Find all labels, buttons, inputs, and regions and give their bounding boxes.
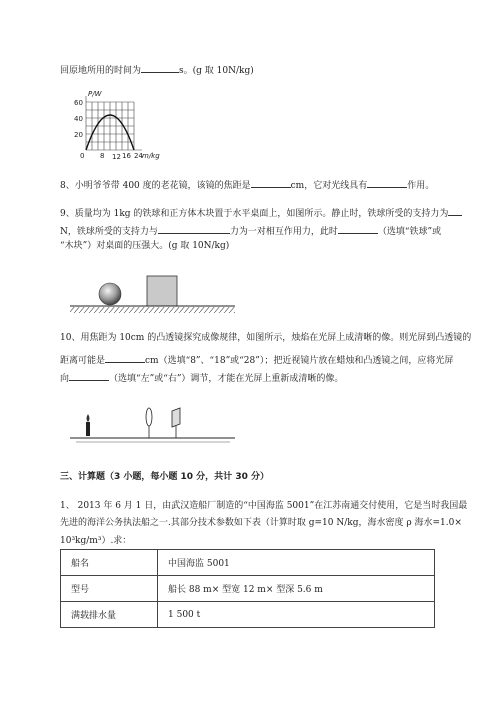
q9-text-2c: （选填“铁球”或	[377, 227, 442, 237]
calc1-line-1: 1、 2013 年 6 月 1 日，由武汉造船厂制造的“中国海监 5001”在江苏南通交付使用，它是当时我国最	[60, 501, 468, 511]
table-row	[61, 550, 435, 576]
q10-text-1: 10、用焦距为 10cm 的凸透镜探究成像规律，如图所示，烛焰在光屏上成清晰的像。则光屏到凸透镜的	[60, 333, 472, 343]
q8-blank-focal[interactable]	[251, 178, 291, 188]
q10-text-3a: 向	[60, 374, 70, 384]
q10-blank-distance[interactable]	[105, 353, 145, 363]
q8-blank-effect[interactable]	[367, 178, 407, 188]
q9-line-2	[60, 224, 441, 238]
wood-block	[147, 276, 177, 306]
ship-parameters-table	[60, 549, 435, 628]
q9-blank-force[interactable]	[158, 224, 230, 234]
q7-line	[60, 63, 254, 77]
q9-text-1: 9、质量均为 1kg 的铁球和正方体木块置于水平桌面上，如图所示。静止时，铁球所受的支持力为	[60, 209, 449, 219]
candle	[86, 414, 90, 436]
q10-line-2	[60, 353, 453, 367]
q8-line	[60, 178, 434, 192]
iron-ball	[99, 283, 121, 305]
q10-text-3b: （选填“左”或“右”）调节，才能在光屏上重新成清晰的像。	[109, 374, 344, 384]
q8-text-2: cm，它对光线具有	[290, 181, 368, 191]
q7-answer-blank[interactable]	[141, 63, 179, 73]
graph-xtick: 24	[134, 152, 143, 160]
q7-unit: s。(g 取 10N/kg)	[179, 66, 254, 76]
section3-heading: 三、计算题（3 小题，每小题 10 分，共计 30 分）	[60, 472, 269, 482]
q9-text-2b: 力为一对相互作用力，此时	[229, 227, 338, 237]
q8-text-1: 8、小明爷爷带 400 度的老花镜，该镜的焦距是	[60, 181, 251, 191]
q9-line-1	[60, 206, 462, 220]
table-row	[61, 576, 435, 602]
graph-xlabel: m/kg	[142, 152, 160, 160]
q9-blank-object[interactable]	[338, 224, 378, 234]
graph-xtick: 8	[100, 152, 105, 160]
table-value: 船长 88 m× 型宽 12 m× 型深 5.6 m	[158, 576, 435, 602]
graph-xtick: 0	[80, 152, 85, 160]
q10-line-3	[60, 371, 343, 385]
calc1-line-2: 先进的海洋公务执法船之一.其部分技术参数如下表（计算时取 g=10 N/kg，海水密度 ρ 海水=1.0×	[60, 518, 462, 528]
q10-text-2a: 距离可能是	[60, 356, 106, 366]
table-key: 型号	[61, 576, 158, 602]
q10-blank-direction[interactable]	[69, 371, 109, 381]
light-screen	[172, 408, 180, 438]
calc1-line-3: 10³kg/m³）.求：	[60, 536, 132, 546]
q8-text-3: 作用。	[407, 181, 435, 191]
graph-ytick: 40	[74, 115, 83, 123]
q10-text-2b: cm（选填“8”、“18”或“28”）；把近视镜片放在蜡烛和凸透镜之间，应将光屏	[145, 356, 454, 366]
table-key: 满载排水量	[61, 602, 158, 628]
graph-xtick: 16	[122, 152, 131, 160]
q9-text-3: “木块”）对桌面的压强大。(g 取 10N/kg)	[60, 241, 230, 251]
graph-ytick: 60	[74, 99, 83, 107]
power-mass-graph	[72, 88, 162, 162]
q9-blank-support[interactable]	[448, 206, 462, 216]
table-value: 1 500 t	[158, 602, 435, 628]
table-row	[61, 602, 435, 628]
ball-block-figure	[70, 270, 240, 316]
table-key: 船名	[61, 550, 158, 576]
graph-xtick: 12	[112, 153, 121, 161]
q10-line-1	[60, 332, 471, 344]
graph-ylabel: P/W	[88, 90, 102, 98]
q7-text: 回原地所用的时间为	[60, 66, 142, 76]
q9-text-2a: N，铁球所受的支持力与	[60, 227, 158, 237]
table-value: 中国海监 5001	[158, 550, 435, 576]
convex-lens	[146, 408, 152, 438]
q9-line-3	[60, 240, 229, 252]
optical-bench-figure	[70, 402, 240, 450]
graph-ytick: 20	[74, 131, 83, 139]
